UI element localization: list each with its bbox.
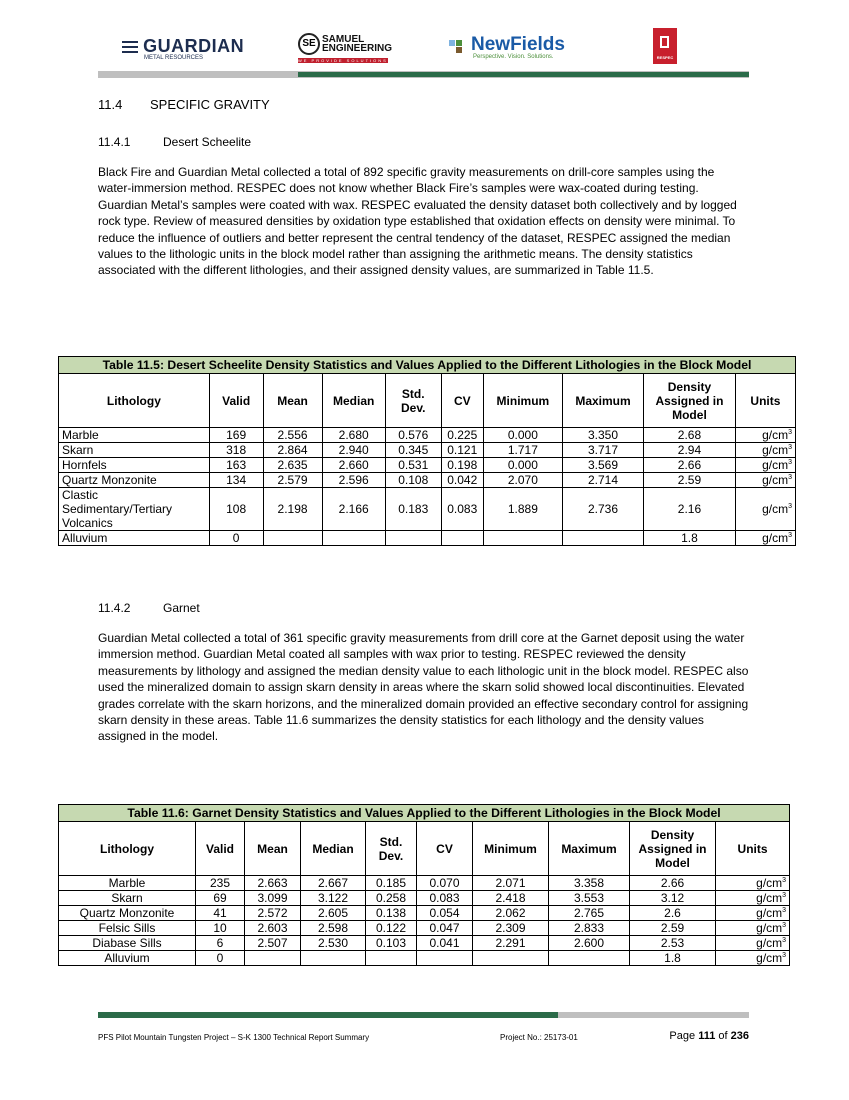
section-heading: 11.4 SPECIFIC GRAVITY [98,97,270,112]
unit-cell: $g/cm^3$ [735,443,795,458]
unit-cell: $g/cm^3$ [716,921,790,936]
column-header: Lithology [59,374,210,428]
guardian-logo-text: GUARDIAN [143,36,245,56]
value-cell: 0.183 [385,488,441,531]
lithology-cell: Quartz Monzonite [59,473,210,488]
value-cell: 2.579 [263,473,322,488]
unit-cell: $g/cm^3$ [735,428,795,443]
value-cell [473,951,549,966]
value-cell: 0.198 [441,458,483,473]
table-header-row [59,374,796,428]
value-cell: 0.122 [366,921,417,936]
header-rule [98,71,749,78]
column-header: Units [716,822,790,876]
value-cell: 2.59 [630,921,716,936]
value-cell [322,531,385,546]
value-cell: 2.198 [263,488,322,531]
value-cell: 0.225 [441,428,483,443]
value-cell: 169 [209,428,263,443]
respec-logo [653,28,677,64]
value-cell: 2.062 [473,906,549,921]
column-header: Density Assigned in Model [644,374,736,428]
value-cell: 0.083 [441,488,483,531]
value-cell [562,531,643,546]
column-header: Minimum [483,374,562,428]
newfields-logo-text: NewFields [471,34,565,55]
table-body [59,876,790,966]
value-cell: 2.53 [630,936,716,951]
value-cell: 6 [196,936,245,951]
table-caption: Table 11.5: Desert Scheelite Density Statistics and Values Applied to the Different Lithologies in the Block Model [59,357,796,374]
lithology-cell: Diabase Sills [59,936,196,951]
value-cell [441,531,483,546]
page-number: Page 111 of 236 [669,1030,749,1042]
value-cell: 2.070 [483,473,562,488]
value-cell: 2.680 [322,428,385,443]
value-cell: 0.041 [417,936,473,951]
column-header: CV [441,374,483,428]
newfields-tagline: Perspective. Vision. Solutions. [473,54,554,60]
column-header: Units [735,374,795,428]
value-cell: 2.736 [562,488,643,531]
guardian-logo-icon [122,41,138,53]
lithology-cell: Hornfels [59,458,210,473]
lithology-cell: Skarn [59,443,210,458]
value-cell: 3.12 [630,891,716,906]
garnet-section [98,600,750,759]
table-body [59,428,796,546]
samuel-engineering-tagline: WE PROVIDE SOLUTIONS [298,58,388,63]
samuel-engineering-text: SAMUEL ENGINEERING [322,34,393,54]
table-row [59,458,796,473]
value-cell: 2.598 [301,921,366,936]
value-cell: 0.000 [483,458,562,473]
table-row [59,473,796,488]
value-cell: 2.291 [473,936,549,951]
unit-cell: $g/cm^3$ [735,488,795,531]
value-cell: 2.864 [263,443,322,458]
value-cell: 0.108 [385,473,441,488]
column-header: Median [322,374,385,428]
value-cell: 2.68 [644,428,736,443]
value-cell: 2.667 [301,876,366,891]
value-cell: 3.358 [549,876,630,891]
column-header: Median [301,822,366,876]
value-cell: 2.071 [473,876,549,891]
footer-report-title: PFS Pilot Mountain Tungsten Project – S-K 1300 Technical Report Summary [98,1033,370,1042]
value-cell: 2.765 [549,906,630,921]
table-row [59,906,790,921]
lithology-cell: Felsic Sills [59,921,196,936]
value-cell [263,531,322,546]
value-cell: 3.569 [562,458,643,473]
unit-cell: $g/cm^3$ [716,891,790,906]
value-cell: 10 [196,921,245,936]
value-cell: 0.531 [385,458,441,473]
lithology-cell: Clastic Sedimentary/Tertiary Volcanics [59,488,210,531]
value-cell: 235 [196,876,245,891]
table-header-row [59,822,790,876]
value-cell [385,531,441,546]
value-cell: 0 [209,531,263,546]
desert-scheelite-section [98,96,750,293]
table-row [59,428,796,443]
value-cell: 0.103 [366,936,417,951]
value-cell: 1.8 [630,951,716,966]
value-cell: 0.138 [366,906,417,921]
value-cell: 0.121 [441,443,483,458]
respec-logo-text: RESPEC [656,55,674,60]
unit-cell: $g/cm^3$ [735,473,795,488]
table-row [59,891,790,906]
value-cell: 0.185 [366,876,417,891]
value-cell: 2.59 [644,473,736,488]
table-caption: Table 11.6: Garnet Density Statistics and Values Applied to the Different Lithologies in the Block Model [59,805,790,822]
value-cell: 2.166 [322,488,385,531]
value-cell: 2.418 [473,891,549,906]
page-header [0,0,849,80]
garnet-heading: 11.4.2 Garnet [98,601,200,615]
value-cell: 3.099 [245,891,301,906]
column-header: Lithology [59,822,196,876]
column-header: Std. Dev. [366,822,417,876]
value-cell: 3.717 [562,443,643,458]
value-cell [366,951,417,966]
value-cell: 2.309 [473,921,549,936]
value-cell: 3.553 [549,891,630,906]
value-cell [417,951,473,966]
column-header: Mean [263,374,322,428]
column-header: Maximum [562,374,643,428]
value-cell: 108 [209,488,263,531]
value-cell: 2.605 [301,906,366,921]
value-cell: 2.94 [644,443,736,458]
value-cell: 0.070 [417,876,473,891]
value-cell: 0.042 [441,473,483,488]
value-cell: 3.122 [301,891,366,906]
footer-project-number: Project No.: 25173-01 [500,1033,578,1042]
table-11-5 [58,356,796,546]
unit-cell: $g/cm^3$ [735,531,795,546]
value-cell [245,951,301,966]
lithology-cell: Alluvium [59,951,196,966]
value-cell: 0.000 [483,428,562,443]
garnet-paragraph: Guardian Metal collected a total of 361 specific gravity measurements from drill core at the Garnet deposit using the water immersion method. Guardian Metal coated all samples with wax prior to testing. RESPEC reviewed the density measurements by lithology and assigned the median density value to each lithologic unit in the block model. RESPEC also used the mineralized domain to assign skarn density in areas where the skarn solid showed local discontinuities. Elevated grades correlate with the skarn horizons, and the mineralized domain provided an effective secondary control for assigning skarn density in these areas. Table 11.6 summarizes the density statistics for each lithology and the density values assigned in the model. [98,631,749,744]
lithology-cell: Marble [59,428,210,443]
value-cell: 2.596 [322,473,385,488]
column-header: Density Assigned in Model [630,822,716,876]
value-cell: 0.576 [385,428,441,443]
desert-scheelite-paragraph: Black Fire and Guardian Metal collected a total of 892 specific gravity measurements on drill-core samples using the water-immersion method. RESPEC does not know whether Black Fire’s samples were wax-coated during testing. Guardian Metal’s samples were coated with wax. RESPEC evaluated the density dataset both collectively and by logged rock type. Review of measured densities by oxidation type established that oxidation effects on density were minimal. To reduce the influence of outliers and better represent the central tendency of the dataset, RESPEC assigned the median values to the lithologic units in the block model rather than assigning the arithmetic means. The density statistics associated with the different lithologies, and their assigned density values, are summarized in Table 11.5. [98,165,737,278]
newfields-logo-icon [449,40,471,50]
value-cell: 2.603 [245,921,301,936]
value-cell: 0.083 [417,891,473,906]
desert-scheelite-heading: 11.4.1 Desert Scheelite [98,135,252,149]
column-header: Mean [245,822,301,876]
table-row [59,876,790,891]
value-cell: 2.6 [630,906,716,921]
unit-cell: $g/cm^3$ [716,906,790,921]
value-cell: 0.054 [417,906,473,921]
unit-cell: $g/cm^3$ [716,876,790,891]
value-cell: 2.600 [549,936,630,951]
value-cell: 2.714 [562,473,643,488]
value-cell: 163 [209,458,263,473]
value-cell: 2.572 [245,906,301,921]
value-cell: 0.345 [385,443,441,458]
value-cell: 2.833 [549,921,630,936]
column-header: Std. Dev. [385,374,441,428]
value-cell: 318 [209,443,263,458]
value-cell: 1.889 [483,488,562,531]
value-cell: 2.660 [322,458,385,473]
column-header: Valid [209,374,263,428]
column-header: Minimum [473,822,549,876]
value-cell: 2.66 [630,876,716,891]
value-cell: 0.047 [417,921,473,936]
value-cell [483,531,562,546]
value-cell [301,951,366,966]
value-cell: 2.663 [245,876,301,891]
value-cell: 2.507 [245,936,301,951]
respec-logo-icon [660,36,669,48]
value-cell [549,951,630,966]
unit-cell: $g/cm^3$ [716,951,790,966]
guardian-logo [122,36,245,61]
table-row [59,936,790,951]
value-cell: 0 [196,951,245,966]
value-cell: 2.16 [644,488,736,531]
value-cell: 2.940 [322,443,385,458]
lithology-cell: Alluvium [59,531,210,546]
value-cell: 2.635 [263,458,322,473]
column-header: Valid [196,822,245,876]
table-row [59,951,790,966]
table-row [59,443,796,458]
value-cell: 2.556 [263,428,322,443]
unit-cell: $g/cm^3$ [735,458,795,473]
lithology-cell: Quartz Monzonite [59,906,196,921]
page-footer [98,1030,749,1046]
column-header: Maximum [549,822,630,876]
lithology-cell: Marble [59,876,196,891]
table-row [59,488,796,531]
footer-rule [98,1012,749,1018]
samuel-engineering-mark: SE [298,33,320,55]
value-cell: 41 [196,906,245,921]
value-cell: 69 [196,891,245,906]
value-cell: 1.717 [483,443,562,458]
value-cell: 2.66 [644,458,736,473]
guardian-logo-subtext: METAL RESOURCES [144,55,204,61]
column-header: CV [417,822,473,876]
table-11-6 [58,804,790,966]
unit-cell: $g/cm^3$ [716,936,790,951]
lithology-cell: Skarn [59,891,196,906]
table-row [59,531,796,546]
table-row [59,921,790,936]
value-cell: 1.8 [644,531,736,546]
value-cell: 0.258 [366,891,417,906]
value-cell: 3.350 [562,428,643,443]
value-cell: 2.530 [301,936,366,951]
value-cell: 134 [209,473,263,488]
